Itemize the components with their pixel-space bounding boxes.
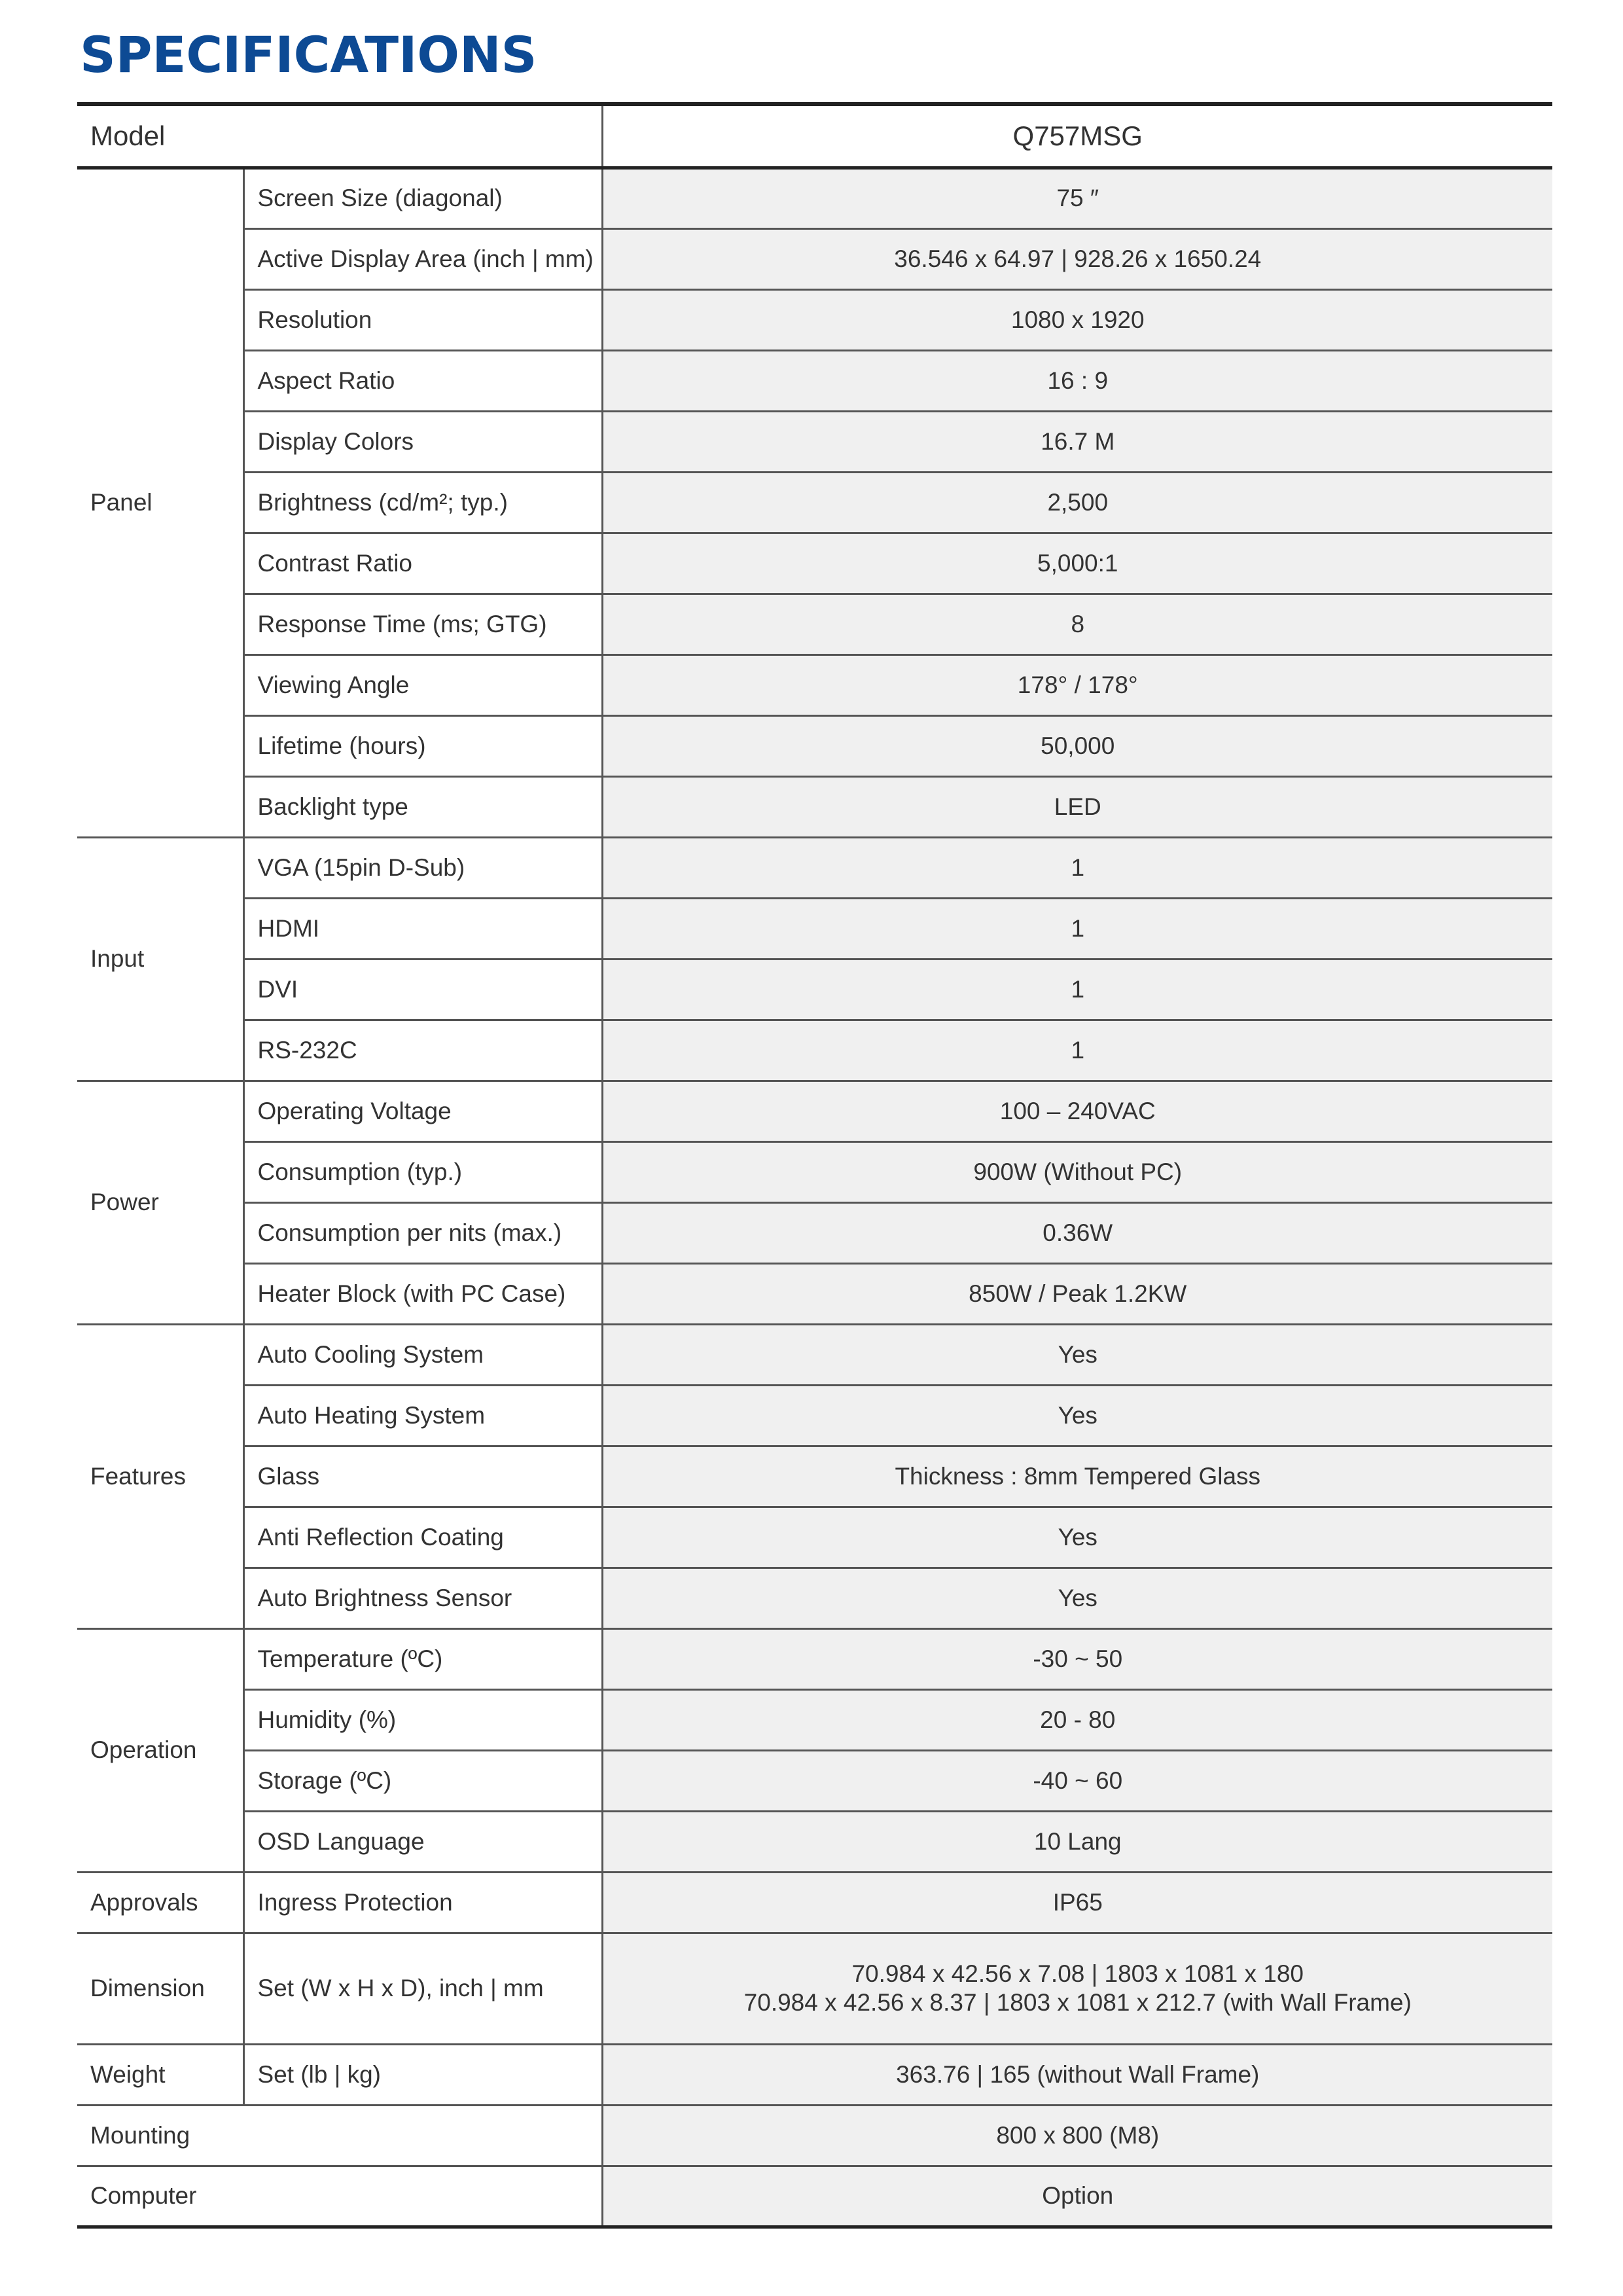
table-row (77, 1568, 1552, 1628)
spec-value (602, 1933, 1552, 2044)
spec-label: Auto Brightness Sensor (243, 1568, 602, 1628)
spec-label: Active Display Area (inch | mm) (243, 228, 602, 289)
footer-value: Option (602, 2166, 1552, 2227)
table-row (77, 594, 1552, 655)
table-row (77, 837, 1552, 898)
spec-value: 1 (602, 959, 1552, 1020)
spec-value: 75 ″ (602, 168, 1552, 228)
spec-value-line: 70.984 x 42.56 x 7.08 | 1803 x 1081 x 180 (851, 1960, 1304, 1987)
table-row (77, 289, 1552, 350)
table-row (77, 228, 1552, 289)
table-row (77, 1020, 1552, 1081)
group-label-dimension: Dimension (77, 1933, 243, 2044)
spec-label: Viewing Angle (243, 655, 602, 715)
spec-label: Heater Block (with PC Case) (243, 1263, 602, 1324)
table-row (77, 1872, 1552, 1933)
spec-label: OSD Language (243, 1811, 602, 1872)
table-row (77, 1141, 1552, 1202)
group-label-approvals: Approvals (77, 1872, 243, 1933)
group-label-input: Input (77, 837, 243, 1081)
footer-label: Mounting (77, 2105, 602, 2166)
spec-value: 10 Lang (602, 1811, 1552, 1872)
footer-label: Computer (77, 2166, 602, 2227)
spec-value-line: 70.984 x 42.56 x 8.37 | 1803 x 1081 x 212.7 (with Wall Frame) (743, 1989, 1412, 2016)
group-label-operation: Operation (77, 1628, 243, 1872)
spec-value: 1080 x 1920 (602, 289, 1552, 350)
spec-value: Thickness : 8mm Tempered Glass (602, 1446, 1552, 1507)
footer-value: 800 x 800 (M8) (602, 2105, 1552, 2166)
spec-value: Yes (602, 1507, 1552, 1568)
spec-label: Auto Heating System (243, 1385, 602, 1446)
table-row (77, 715, 1552, 776)
spec-value: Yes (602, 1385, 1552, 1446)
table-row (77, 2044, 1552, 2105)
table-row (77, 776, 1552, 837)
spec-value: 850W / Peak 1.2KW (602, 1263, 1552, 1324)
spec-value: 1 (602, 1020, 1552, 1081)
table-row (77, 1324, 1552, 1385)
spec-label: Display Colors (243, 411, 602, 472)
group-label-power: Power (77, 1081, 243, 1324)
spec-label: Glass (243, 1446, 602, 1507)
group-label-features: Features (77, 1324, 243, 1628)
spec-value: -40 ~ 60 (602, 1750, 1552, 1811)
table-row (77, 1811, 1552, 1872)
spec-value: 900W (Without PC) (602, 1141, 1552, 1202)
spec-value: 1 (602, 898, 1552, 959)
specifications-table (77, 102, 1552, 2229)
table-row (77, 1750, 1552, 1811)
spec-label: Set (W x H x D), inch | mm (243, 1933, 602, 2044)
spec-value: 16 : 9 (602, 350, 1552, 411)
table-row (77, 1933, 1552, 2044)
spec-value: 100 – 240VAC (602, 1081, 1552, 1141)
spec-value: 1 (602, 837, 1552, 898)
spec-label: Lifetime (hours) (243, 715, 602, 776)
table-row (77, 655, 1552, 715)
table-row (77, 2166, 1552, 2227)
table-row (77, 1446, 1552, 1507)
spec-value: 50,000 (602, 715, 1552, 776)
table-row (77, 411, 1552, 472)
spec-value: 36.546 x 64.97 | 928.26 x 1650.24 (602, 228, 1552, 289)
table-row (77, 2105, 1552, 2166)
spec-label: DVI (243, 959, 602, 1020)
spec-label: Aspect Ratio (243, 350, 602, 411)
table-row (77, 1628, 1552, 1689)
spec-value: 8 (602, 594, 1552, 655)
spec-label: Resolution (243, 289, 602, 350)
table-row (77, 168, 1552, 228)
spec-label: RS-232C (243, 1020, 602, 1081)
spec-value: 20 - 80 (602, 1689, 1552, 1750)
table-row (77, 1263, 1552, 1324)
spec-value: 16.7 M (602, 411, 1552, 472)
spec-label: Set (lb | kg) (243, 2044, 602, 2105)
table-row (77, 1507, 1552, 1568)
table-row (77, 472, 1552, 533)
spec-value: Yes (602, 1324, 1552, 1385)
spec-label: Storage (ºC) (243, 1750, 602, 1811)
spec-label: Response Time (ms; GTG) (243, 594, 602, 655)
spec-label: Screen Size (diagonal) (243, 168, 602, 228)
table-row (77, 350, 1552, 411)
spec-label: Brightness (cd/m²; typ.) (243, 472, 602, 533)
spec-label: HDMI (243, 898, 602, 959)
table-row (77, 1689, 1552, 1750)
model-label: Model (77, 104, 602, 168)
spec-value: 0.36W (602, 1202, 1552, 1263)
model-value: Q757MSG (602, 104, 1552, 168)
spec-label: Auto Cooling System (243, 1324, 602, 1385)
spec-label: Operating Voltage (243, 1081, 602, 1141)
spec-label: Contrast Ratio (243, 533, 602, 594)
table-row (77, 1202, 1552, 1263)
spec-value: 2,500 (602, 472, 1552, 533)
spec-value: -30 ~ 50 (602, 1628, 1552, 1689)
spec-label: Ingress Protection (243, 1872, 602, 1933)
table-row (77, 959, 1552, 1020)
spec-label: Backlight type (243, 776, 602, 837)
group-label-panel: Panel (77, 168, 243, 837)
table-row (77, 898, 1552, 959)
spec-label: Anti Reflection Coating (243, 1507, 602, 1568)
page-title: SPECIFICATIONS (80, 26, 537, 84)
spec-value: Yes (602, 1568, 1552, 1628)
spec-label: Consumption per nits (max.) (243, 1202, 602, 1263)
table-row (77, 1081, 1552, 1141)
spec-label: Consumption (typ.) (243, 1141, 602, 1202)
spec-value: LED (602, 776, 1552, 837)
spec-value: IP65 (602, 1872, 1552, 1933)
spec-value: 363.76 | 165 (without Wall Frame) (602, 2044, 1552, 2105)
spec-label: VGA (15pin D-Sub) (243, 837, 602, 898)
spec-label: Temperature (ºC) (243, 1628, 602, 1689)
model-row (77, 104, 1552, 168)
spec-value: 5,000:1 (602, 533, 1552, 594)
spec-value: 178° / 178° (602, 655, 1552, 715)
table-row (77, 1385, 1552, 1446)
group-label-weight: Weight (77, 2044, 243, 2105)
table-row (77, 533, 1552, 594)
spec-label: Humidity (%) (243, 1689, 602, 1750)
